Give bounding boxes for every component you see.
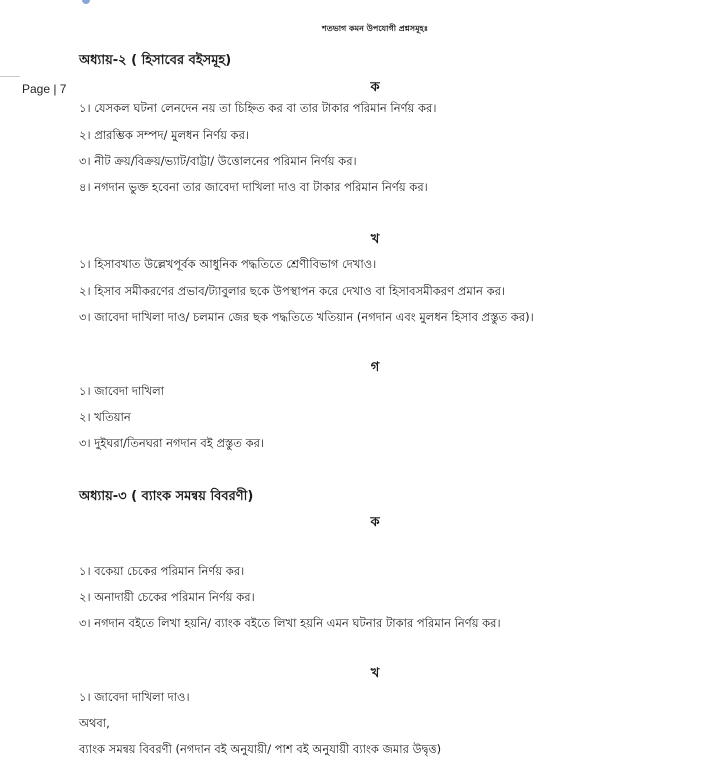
question-item: ৩। নীট ক্রয়/বিক্রয়/ভ্যাট/বাট্টা/ উত্তোলনের পরিমান নির্ণয় কর। <box>79 154 357 168</box>
question-item: ব্যাংক সমন্বয় বিবরণী (নগদান বই অনুযায়ী/ পাশ বই অনুযায়ী ব্যাংক জমার উদ্বৃত্ত) <box>79 742 442 756</box>
section-label: ক <box>370 80 380 95</box>
question-item: ১। জাবেদা দাখিলা <box>79 384 165 398</box>
section-label: ক <box>370 515 380 530</box>
question-item: ২। প্রারম্ভিক সম্পদ/ মুলধন নির্ণয় কর। <box>79 128 250 142</box>
question-item: ২। অনাদায়ী চেকের পরিমান নির্ণয় কর। <box>79 590 255 604</box>
question-item: অথবা, <box>79 716 110 730</box>
section-label: খ <box>370 666 380 681</box>
question-item: ২। খতিয়ান <box>79 410 131 424</box>
question-item: ৩। জাবেদা দাখিলা দাও/ চলমান জের ছক পদ্ধতিতে খতিয়ান (নগদান এবং মুলধন হিসাব প্রস্তুত কর)। <box>79 310 534 324</box>
question-item: ৪। নগদান ভুক্ত হবেনা তার জাবেদা দাখিলা দাও বা টাকার পরিমান নির্ণয় কর। <box>79 180 428 194</box>
question-item: ২। হিসাব সমীকরণের প্রভাব/ট্যাবুলার ছকে উপস্থাপন করে দেখাও বা হিসাবসমীকরণ প্রমান কর। <box>79 284 506 298</box>
section-label: খ <box>370 232 380 247</box>
question-item: ১। হিসাবখাত উল্লেখপূর্বক আধুনিক পদ্ধতিতে শ্রেণীবিভাগ দেখাও। <box>79 257 377 271</box>
question-item: ৩। নগদান বইতে লিখা হয়নি/ ব্যাংক বইতে লিখা হয়নি এমন ঘটনার টাকার পরিমান নির্ণয় কর। <box>79 616 501 630</box>
question-item: ১। যেসকল ঘটনা লেনদেন নয় তা চিহ্নিত কর বা তার টাকার পরিমান নির্ণয় কর। <box>79 101 437 115</box>
question-item: ৩। দুইঘরা/তিনঘরা নগদান বই প্রস্তুত কর। <box>79 436 265 450</box>
document-title: শতভাগ কমন উপযোগী প্রশ্নসমূহঃ <box>322 24 428 33</box>
chapter-heading: অধ্যায়-৩ ( ব্যাংক সমন্বয় বিবরণী) <box>79 489 254 504</box>
section-label: গ <box>370 360 380 375</box>
header-rule <box>0 76 20 77</box>
question-item: ১। জাবেদা দাখিলা দাও। <box>79 690 190 704</box>
question-item: ১। বকেয়া চেকের পরিমান নির্ণয় কর। <box>79 564 245 578</box>
chapter-heading: অধ্যায়-২ ( হিসাবের বইসমূহ) <box>79 53 232 68</box>
page-number-label: Page | 7 <box>22 82 67 96</box>
cursor-dot-icon <box>82 0 90 4</box>
